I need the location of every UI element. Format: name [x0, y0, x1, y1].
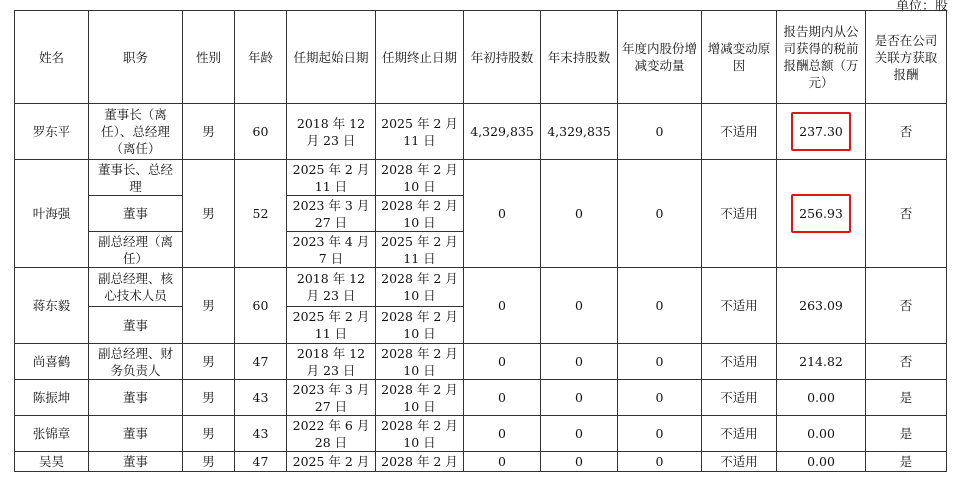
cell-position: 董事 — [89, 196, 183, 232]
cell-end: 2028 年 2 月 10 日 — [376, 416, 464, 452]
cell-end-shares: 0 — [541, 416, 618, 452]
cell-pay: 263.09 — [777, 268, 866, 344]
cell-position: 董事 — [89, 380, 183, 416]
cell-reason: 不适用 — [702, 268, 777, 344]
header-end: 任期终止日期 — [376, 11, 464, 104]
cell-end: 2028 年 2 月 10 日 — [376, 380, 464, 416]
table-row — [15, 268, 947, 307]
cell-begin-shares: 0 — [464, 452, 541, 472]
cell-gender: 男 — [183, 160, 235, 268]
cell-age: 43 — [235, 380, 287, 416]
cell-name: 尚喜鹤 — [15, 344, 89, 380]
cell-gender: 男 — [183, 452, 235, 472]
table-row — [15, 104, 947, 160]
cell-change: 0 — [618, 452, 702, 472]
cell-begin-shares: 0 — [464, 344, 541, 380]
cell-pay — [777, 160, 866, 268]
cell-gender: 男 — [183, 380, 235, 416]
cell-pay: 0.00 — [777, 380, 866, 416]
cell-name: 罗东平 — [15, 104, 89, 160]
cell-name: 张锦章 — [15, 416, 89, 452]
cell-change: 0 — [618, 160, 702, 268]
unit-label: 单位：股 — [895, 0, 948, 14]
cell-name: 蒋东毅 — [15, 268, 89, 344]
cell-gender: 男 — [183, 416, 235, 452]
cell-end-shares: 0 — [541, 344, 618, 380]
cell-age: 52 — [235, 160, 287, 268]
header-gender: 性别 — [183, 11, 235, 104]
cell-related: 否 — [866, 160, 947, 268]
cell-change: 0 — [618, 268, 702, 344]
cell-begin-shares: 0 — [464, 380, 541, 416]
cell-end: 2025 年 2 月 11 日 — [376, 104, 464, 160]
cell-related: 是 — [866, 452, 947, 472]
cell-related: 是 — [866, 380, 947, 416]
cell-position: 副总经理、财务负责人 — [89, 344, 183, 380]
cell-position: 董事 — [89, 452, 183, 472]
cell-end-shares: 4,329,835 — [541, 104, 618, 160]
cell-start: 2025 年 2 月 11 日 — [287, 307, 376, 344]
highlight-box: 237.30 — [791, 112, 851, 151]
cell-related: 否 — [866, 344, 947, 380]
cell-reason: 不适用 — [702, 416, 777, 452]
header-related: 是否在公司关联方获取报酬 — [866, 11, 947, 104]
cell-change: 0 — [618, 344, 702, 380]
cell-end-shares: 0 — [541, 268, 618, 344]
cell-name: 叶海强 — [15, 160, 89, 268]
executive-table — [14, 10, 947, 472]
cell-reason: 不适用 — [702, 452, 777, 472]
header-begin-shares: 年初持股数 — [464, 11, 541, 104]
cell-end: 2028 年 2 月 10 日 — [376, 344, 464, 380]
table-row — [15, 380, 947, 416]
cell-pay: 214.82 — [777, 344, 866, 380]
header-reason: 增减变动原因 — [702, 11, 777, 104]
cell-related: 否 — [866, 268, 947, 344]
cell-age: 60 — [235, 268, 287, 344]
highlight-box: 256.93 — [791, 194, 851, 233]
cell-age: 43 — [235, 416, 287, 452]
cell-end-shares: 0 — [541, 452, 618, 472]
cell-start: 2022 年 6 月 28 日 — [287, 416, 376, 452]
header-end-shares: 年末持股数 — [541, 11, 618, 104]
cell-gender: 男 — [183, 268, 235, 344]
header-name: 姓名 — [15, 11, 89, 104]
table-row — [15, 160, 947, 196]
cell-change: 0 — [618, 380, 702, 416]
cell-start: 2025 年 2 月 — [287, 452, 376, 472]
cell-position: 副总经理、核心技术人员 — [89, 268, 183, 307]
cell-related: 是 — [866, 416, 947, 452]
cell-start: 2023 年 4 月 7 日 — [287, 232, 376, 268]
cell-position: 董事 — [89, 416, 183, 452]
cell-start: 2018 年 12 月 23 日 — [287, 268, 376, 307]
cell-age: 47 — [235, 452, 287, 472]
cell-age: 47 — [235, 344, 287, 380]
header-row — [15, 11, 947, 104]
cell-pay: 0.00 — [777, 416, 866, 452]
cell-gender: 男 — [183, 344, 235, 380]
header-start: 任期起始日期 — [287, 11, 376, 104]
cell-begin-shares: 0 — [464, 416, 541, 452]
header-age: 年龄 — [235, 11, 287, 104]
table-row — [15, 452, 947, 472]
cell-end: 2028 年 2 月 10 日 — [376, 268, 464, 307]
cell-pay — [777, 104, 866, 160]
cell-start: 2023 年 3 月 27 日 — [287, 380, 376, 416]
cell-start: 2018 年 12 月 23 日 — [287, 344, 376, 380]
cell-end: 2028 年 2 月 — [376, 452, 464, 472]
header-position: 职务 — [89, 11, 183, 104]
cell-related: 否 — [866, 104, 947, 160]
cell-pay: 0.00 — [777, 452, 866, 472]
cell-change: 0 — [618, 416, 702, 452]
cell-end: 2025 年 2 月 11 日 — [376, 232, 464, 268]
table-row — [15, 416, 947, 452]
table-row — [15, 344, 947, 380]
cell-end: 2028 年 2 月 10 日 — [376, 196, 464, 232]
cell-begin-shares: 0 — [464, 160, 541, 268]
cell-reason: 不适用 — [702, 104, 777, 160]
cell-gender: 男 — [183, 104, 235, 160]
cell-position: 董事 — [89, 307, 183, 344]
cell-end-shares: 0 — [541, 160, 618, 268]
cell-reason: 不适用 — [702, 344, 777, 380]
cell-name: 陈振坤 — [15, 380, 89, 416]
cell-start: 2025 年 2 月 11 日 — [287, 160, 376, 196]
cell-end: 2028 年 2 月 10 日 — [376, 160, 464, 196]
cell-start: 2023 年 3 月 27 日 — [287, 196, 376, 232]
cell-begin-shares: 4,329,835 — [464, 104, 541, 160]
header-pay: 报告期内从公司获得的税前报酬总额（万元） — [777, 11, 866, 104]
cell-change: 0 — [618, 104, 702, 160]
cell-age: 60 — [235, 104, 287, 160]
cell-reason: 不适用 — [702, 380, 777, 416]
cell-start: 2018 年 12 月 23 日 — [287, 104, 376, 160]
cell-reason: 不适用 — [702, 160, 777, 268]
cell-position: 董事长（离任）、总经理（离任） — [89, 104, 183, 160]
header-change: 年度内股份增减变动量 — [618, 11, 702, 104]
cell-position: 董事长、总经理 — [89, 160, 183, 196]
cell-end: 2028 年 2 月 10 日 — [376, 307, 464, 344]
cell-position: 副总经理（离任） — [89, 232, 183, 268]
cell-begin-shares: 0 — [464, 268, 541, 344]
cell-end-shares: 0 — [541, 380, 618, 416]
cell-name: 吴昊 — [15, 452, 89, 472]
